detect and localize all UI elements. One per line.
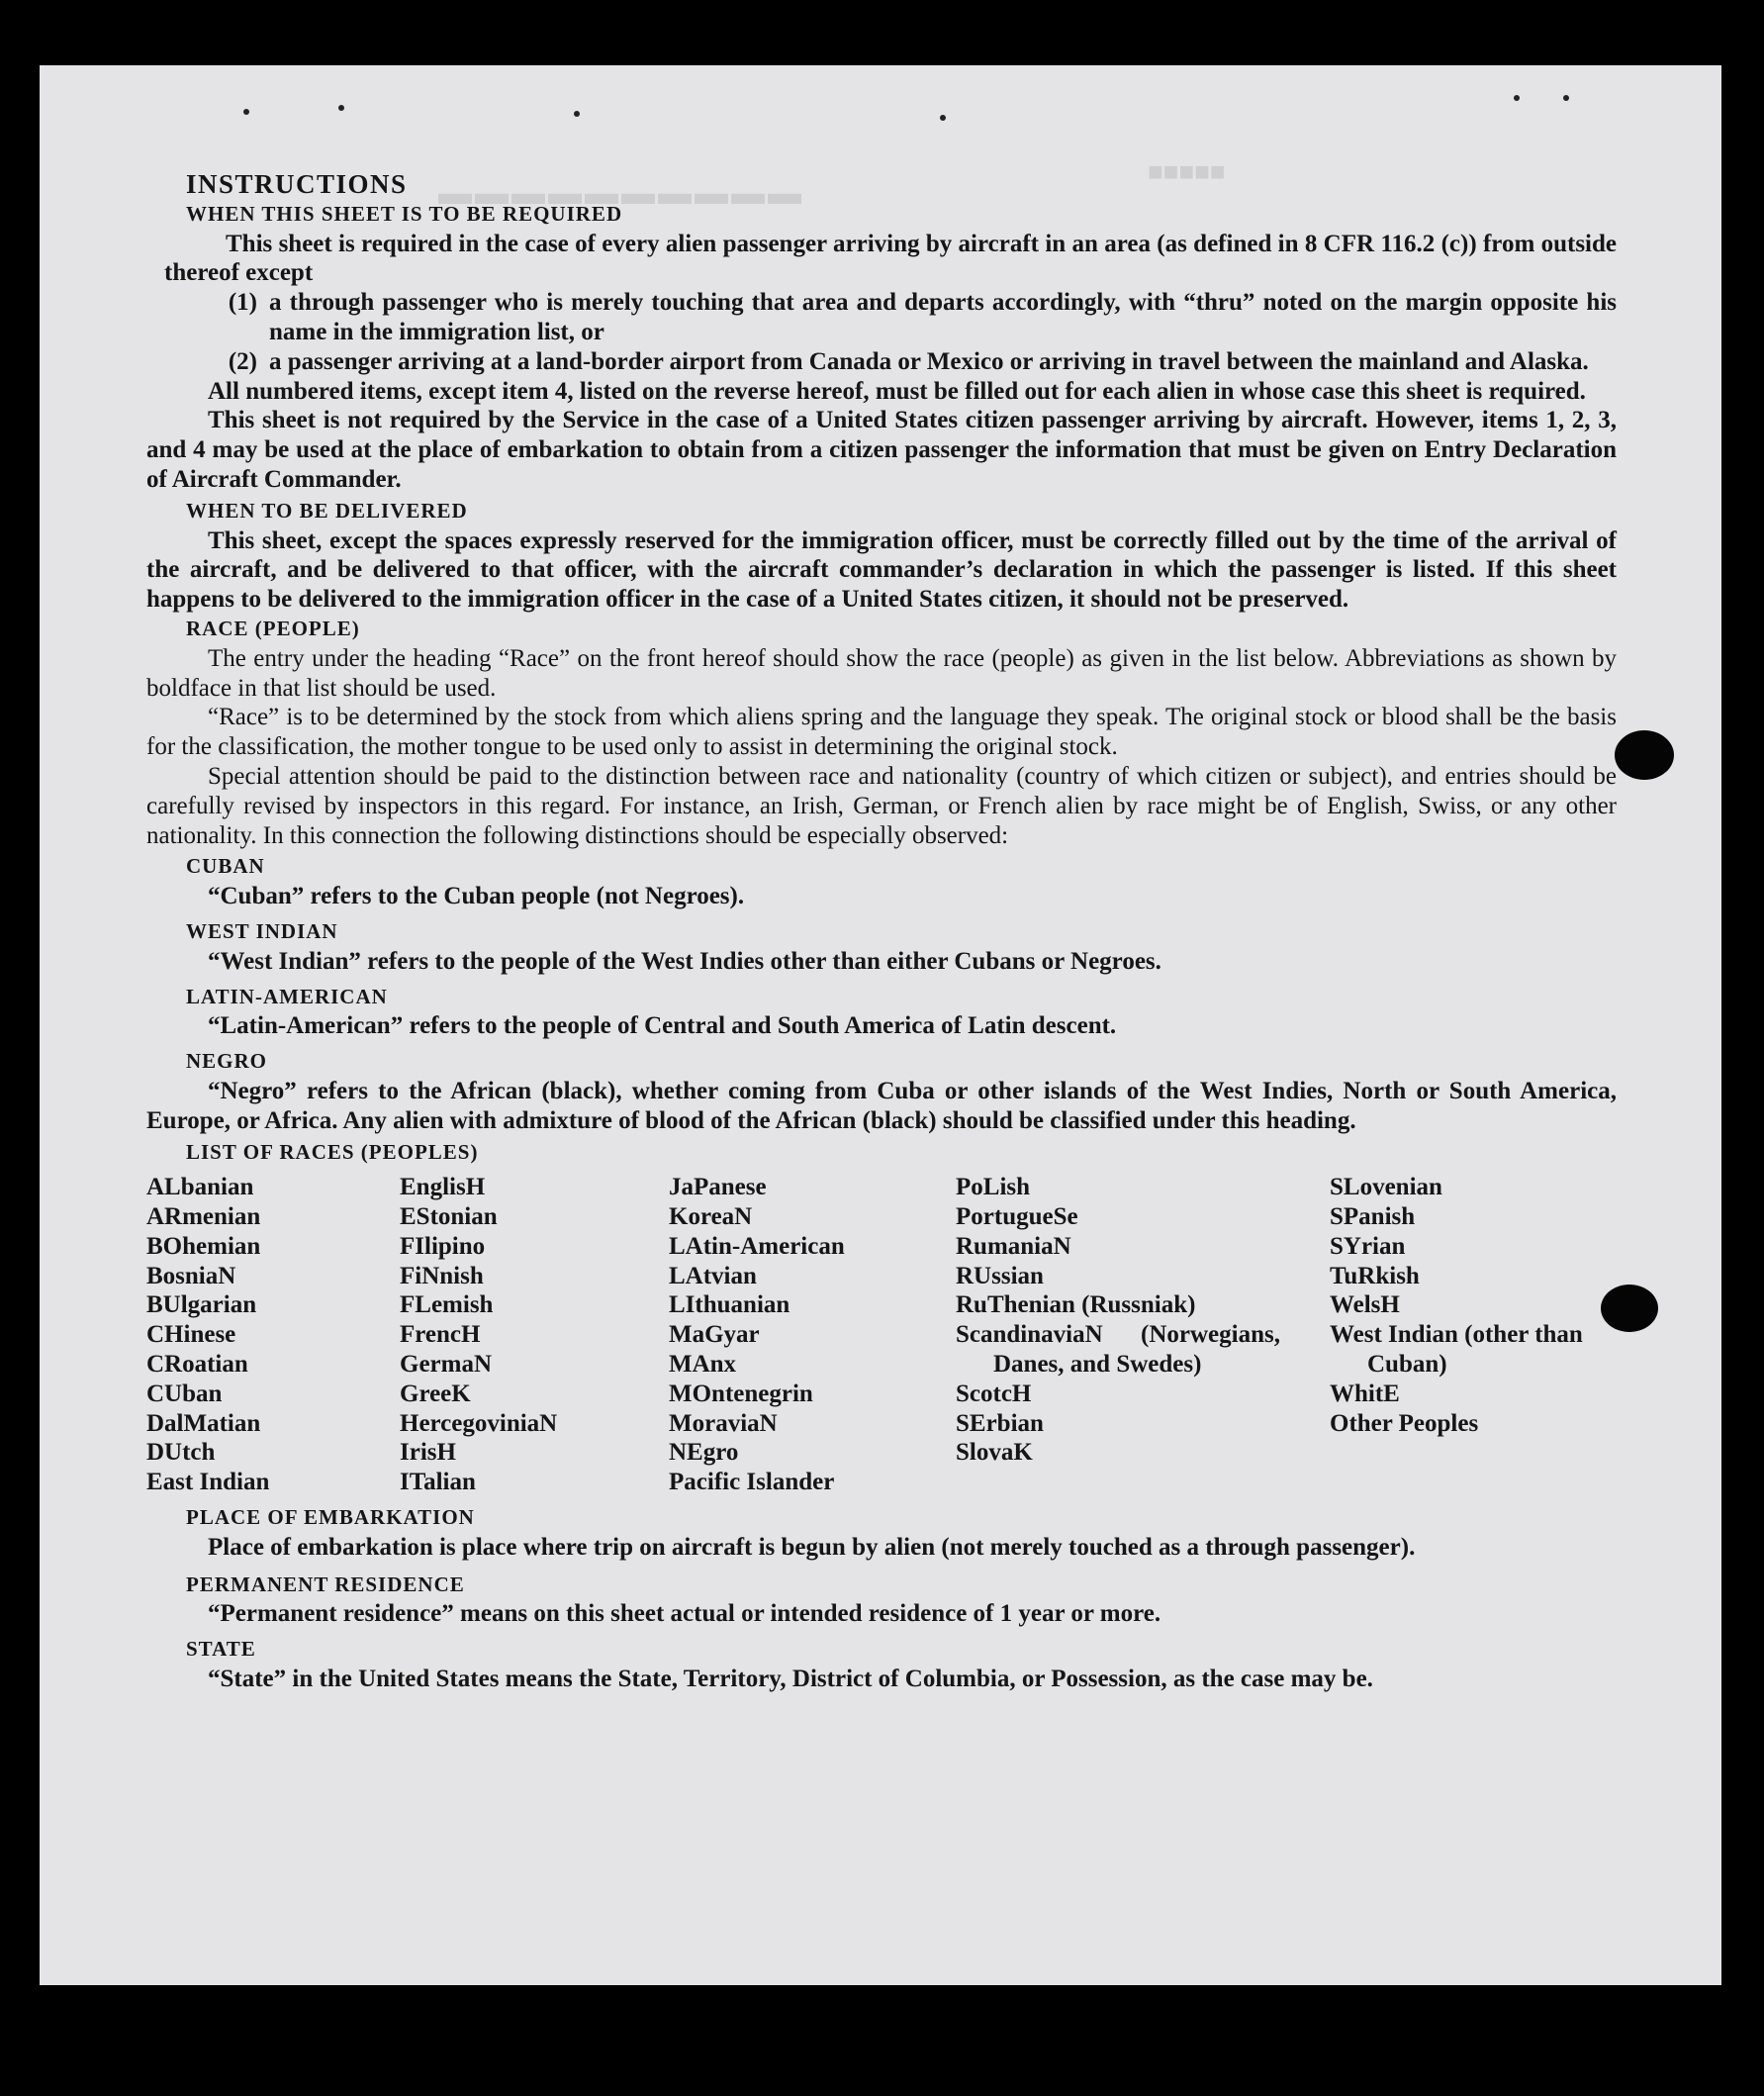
when-required-intro: This sheet is required in the case of every alien passenger arriving by aircraft in an area (as defined in 8 CFR 116.2 (c)) from outside thereof except	[164, 230, 1617, 287]
races-table	[146, 1173, 1617, 1497]
race-entry: JaPanese	[669, 1174, 767, 1201]
item-number: (2)	[228, 347, 257, 375]
definition-negro: “Negro” refers to the African (black), whether coming from Cuba or other islands of the West Indies, North or South America, Europe, or Africa. Any alien with admixture of blood of the African (black) should be classified under this heading.	[146, 1077, 1617, 1134]
race-entry: BosniaN	[146, 1262, 236, 1289]
races-column-1	[146, 1173, 400, 1497]
citizen-paragraph: This sheet is not required by the Service in the case of a United States citizen passenger arriving by aircraft. However, items 1, 2, 3, and 4 may be used at the place of embarkation to obtain from a citizen passenger the information that must be given on Entry Declaration of Aircraft Commander.	[146, 407, 1617, 493]
speck	[243, 109, 249, 115]
heading-permanent-residence: PERMANENT RESIDENCE	[186, 1572, 465, 1596]
race-entry: FLemish	[400, 1291, 494, 1319]
item-number: (1)	[228, 289, 257, 317]
race-entry: SErbian	[956, 1409, 1044, 1437]
delivery-paragraph: This sheet, except the spaces expressly reserved for the immigration officer, must be correctly filled out by the time of the arrival of the aircraft, and be delivered to that officer, with the aircraft commander’s declaration in which the passenger is listed. If this sheet happens to be delivered to the immigration officer in the case of a United States citizen, it should not be preserved.	[146, 526, 1617, 614]
race-entry: BUlgarian	[146, 1291, 257, 1319]
race-entry: ScotcH	[956, 1380, 1032, 1407]
race-entry: WhitE	[1330, 1380, 1400, 1407]
heading-place-of-embarkation: PLACE OF EMBARKATION	[186, 1505, 475, 1530]
race-entry: East Indian	[146, 1469, 270, 1496]
instructions-content	[146, 170, 1617, 1694]
document-page	[40, 65, 1721, 1985]
race-entry: HercegoviniaN	[400, 1409, 558, 1437]
race-entry: LIthuanian	[669, 1291, 790, 1319]
bleed-through-text: ▬▬▬▬▬▬▬▬▬▬	[435, 174, 801, 212]
race-entry: CRoatian	[146, 1351, 248, 1379]
ink-blot	[1615, 730, 1674, 780]
state-paragraph: “State” in the United States means the State, Territory, District of Columbia, or Possession, as the case may be.	[208, 1666, 1373, 1693]
exception-item-2	[146, 347, 1617, 377]
race-entry: RumaniaN	[956, 1232, 1071, 1260]
race-paragraph-2: “Race” is to be determined by the stock from which aliens spring and the language they speak. The original stock or blood shall be the basis for the classification, the mother tongue to be used only to assist in determining the original stock.	[146, 704, 1617, 761]
race-entry: DUtch	[146, 1439, 216, 1467]
embarkation-paragraph: Place of embarkation is place where trip on aircraft is begun by alien (not merely touched as a through passenger).	[208, 1533, 1416, 1561]
heading-when-delivered: WHEN TO BE DELIVERED	[186, 498, 468, 523]
definition-cuban: “Cuban” refers to the Cuban people (not Negroes).	[208, 883, 745, 910]
race-entry: BOhemian	[146, 1232, 261, 1260]
race-entry: ITalian	[400, 1469, 476, 1496]
race-entry: FIlipino	[400, 1232, 486, 1260]
race-entry: LAtin-American	[669, 1232, 845, 1260]
race-entry: Other Peoples	[1330, 1409, 1479, 1437]
race-entry: ARmenian	[146, 1203, 261, 1231]
race-entry: NEgro	[669, 1439, 739, 1467]
race-entry: LAtvian	[669, 1262, 757, 1289]
race-entry: MaGyar	[669, 1321, 760, 1349]
definition-latin-american: “Latin-American” refers to the people of Central and South America of Latin descent.	[208, 1012, 1117, 1040]
race-entry: SlovaK	[956, 1439, 1033, 1467]
races-column-5	[1330, 1173, 1617, 1497]
speck	[574, 111, 580, 117]
races-column-2	[400, 1173, 669, 1497]
race-entry: TuRkish	[1330, 1262, 1420, 1289]
race-entry: CHinese	[146, 1321, 236, 1349]
race-entry: Pacific Islander	[669, 1469, 835, 1496]
numbered-items-paragraph: All numbered items, except item 4, listed on the reverse hereof, must be filled out for each alien in whose case this sheet is required.	[208, 377, 1586, 405]
item-text: a through passenger who is merely touching that area and departs accordingly, with “thru” noted on the margin opposite his name in the immigration list, or	[269, 289, 1617, 345]
heading-latin-american: LATIN-AMERICAN	[186, 984, 388, 1008]
race-entry: GreeK	[400, 1380, 471, 1407]
race-entry: SYrian	[1330, 1232, 1406, 1260]
race-entry: EStonian	[400, 1203, 498, 1231]
race-entry: RuThenian (Russniak)	[956, 1291, 1196, 1319]
race-entry: IrisH	[400, 1439, 456, 1467]
races-column-3	[669, 1173, 956, 1497]
race-entry: DalMatian	[146, 1409, 261, 1437]
races-column-4	[956, 1173, 1330, 1497]
race-entry: FrencH	[400, 1321, 481, 1349]
heading-west-indian: WEST INDIAN	[186, 918, 338, 943]
race-entry: MoraviaN	[669, 1409, 778, 1437]
residence-paragraph: “Permanent residence” means on this sheet actual or intended residence of 1 year or more.	[208, 1600, 1161, 1628]
race-paragraph-3: Special attention should be paid to the distinction between race and nationality (country of which citizen or subject), and entries should be carefully revised by inspectors in this regard. For instance, an Irish, German, or French alien by race might be of English, Swiss, or any other nationality. In this connection the following distinctions should be especially observed:	[146, 762, 1617, 849]
definition-west-indian: “West Indian” refers to the people of the West Indies other than either Cubans or Negroes.	[208, 947, 1161, 975]
race-entry: SPanish	[1330, 1203, 1416, 1231]
heading-list-of-races: LIST OF RACES (PEOPLES)	[186, 1139, 479, 1164]
race-entry: WelsH	[1330, 1291, 1400, 1319]
heading-race: RACE (PEOPLE)	[186, 616, 360, 640]
race-entry: FiNnish	[400, 1262, 484, 1289]
race-entry: ALbanian	[146, 1174, 254, 1201]
speck	[940, 115, 946, 121]
speck	[1563, 95, 1569, 101]
speck	[338, 105, 344, 111]
race-entry: MOntenegrin	[669, 1380, 813, 1407]
heading-state: STATE	[186, 1637, 256, 1662]
race-entry: KoreaN	[669, 1203, 753, 1231]
bleed-through-text: ■■■■■	[1148, 156, 1226, 186]
race-entry: RUssian	[956, 1262, 1044, 1289]
race-entry: EnglisH	[400, 1174, 486, 1201]
heading-when-required: WHEN THIS SHEET IS TO BE REQUIRED	[186, 201, 623, 226]
race-entry: MAnx	[669, 1351, 737, 1379]
heading-cuban: CUBAN	[186, 854, 265, 879]
race-entry: CUban	[146, 1380, 223, 1407]
speck	[1514, 95, 1520, 101]
item-text: a passenger arriving at a land-border airport from Canada or Mexico or arriving in travel between the mainland and Alaska.	[269, 347, 1589, 375]
heading-negro: NEGRO	[186, 1049, 268, 1074]
exception-item-1	[146, 288, 1617, 347]
race-entry: SLovenian	[1330, 1174, 1442, 1201]
race-entry: GermaN	[400, 1351, 493, 1379]
page-title: INSTRUCTIONS	[186, 169, 408, 199]
race-paragraph-1: The entry under the heading “Race” on the front hereof should show the race (people) as given in the list below. Abbreviations as shown by boldface in that list should be used.	[146, 644, 1617, 702]
race-entry: PortugueSe	[956, 1203, 1078, 1231]
race-entry: West Indian (other than Cuban)	[1330, 1321, 1583, 1379]
race-entry: ScandinaviaN (Norwegians, Danes, and Swedes)	[956, 1321, 1280, 1379]
race-entry: PoLish	[956, 1174, 1031, 1201]
